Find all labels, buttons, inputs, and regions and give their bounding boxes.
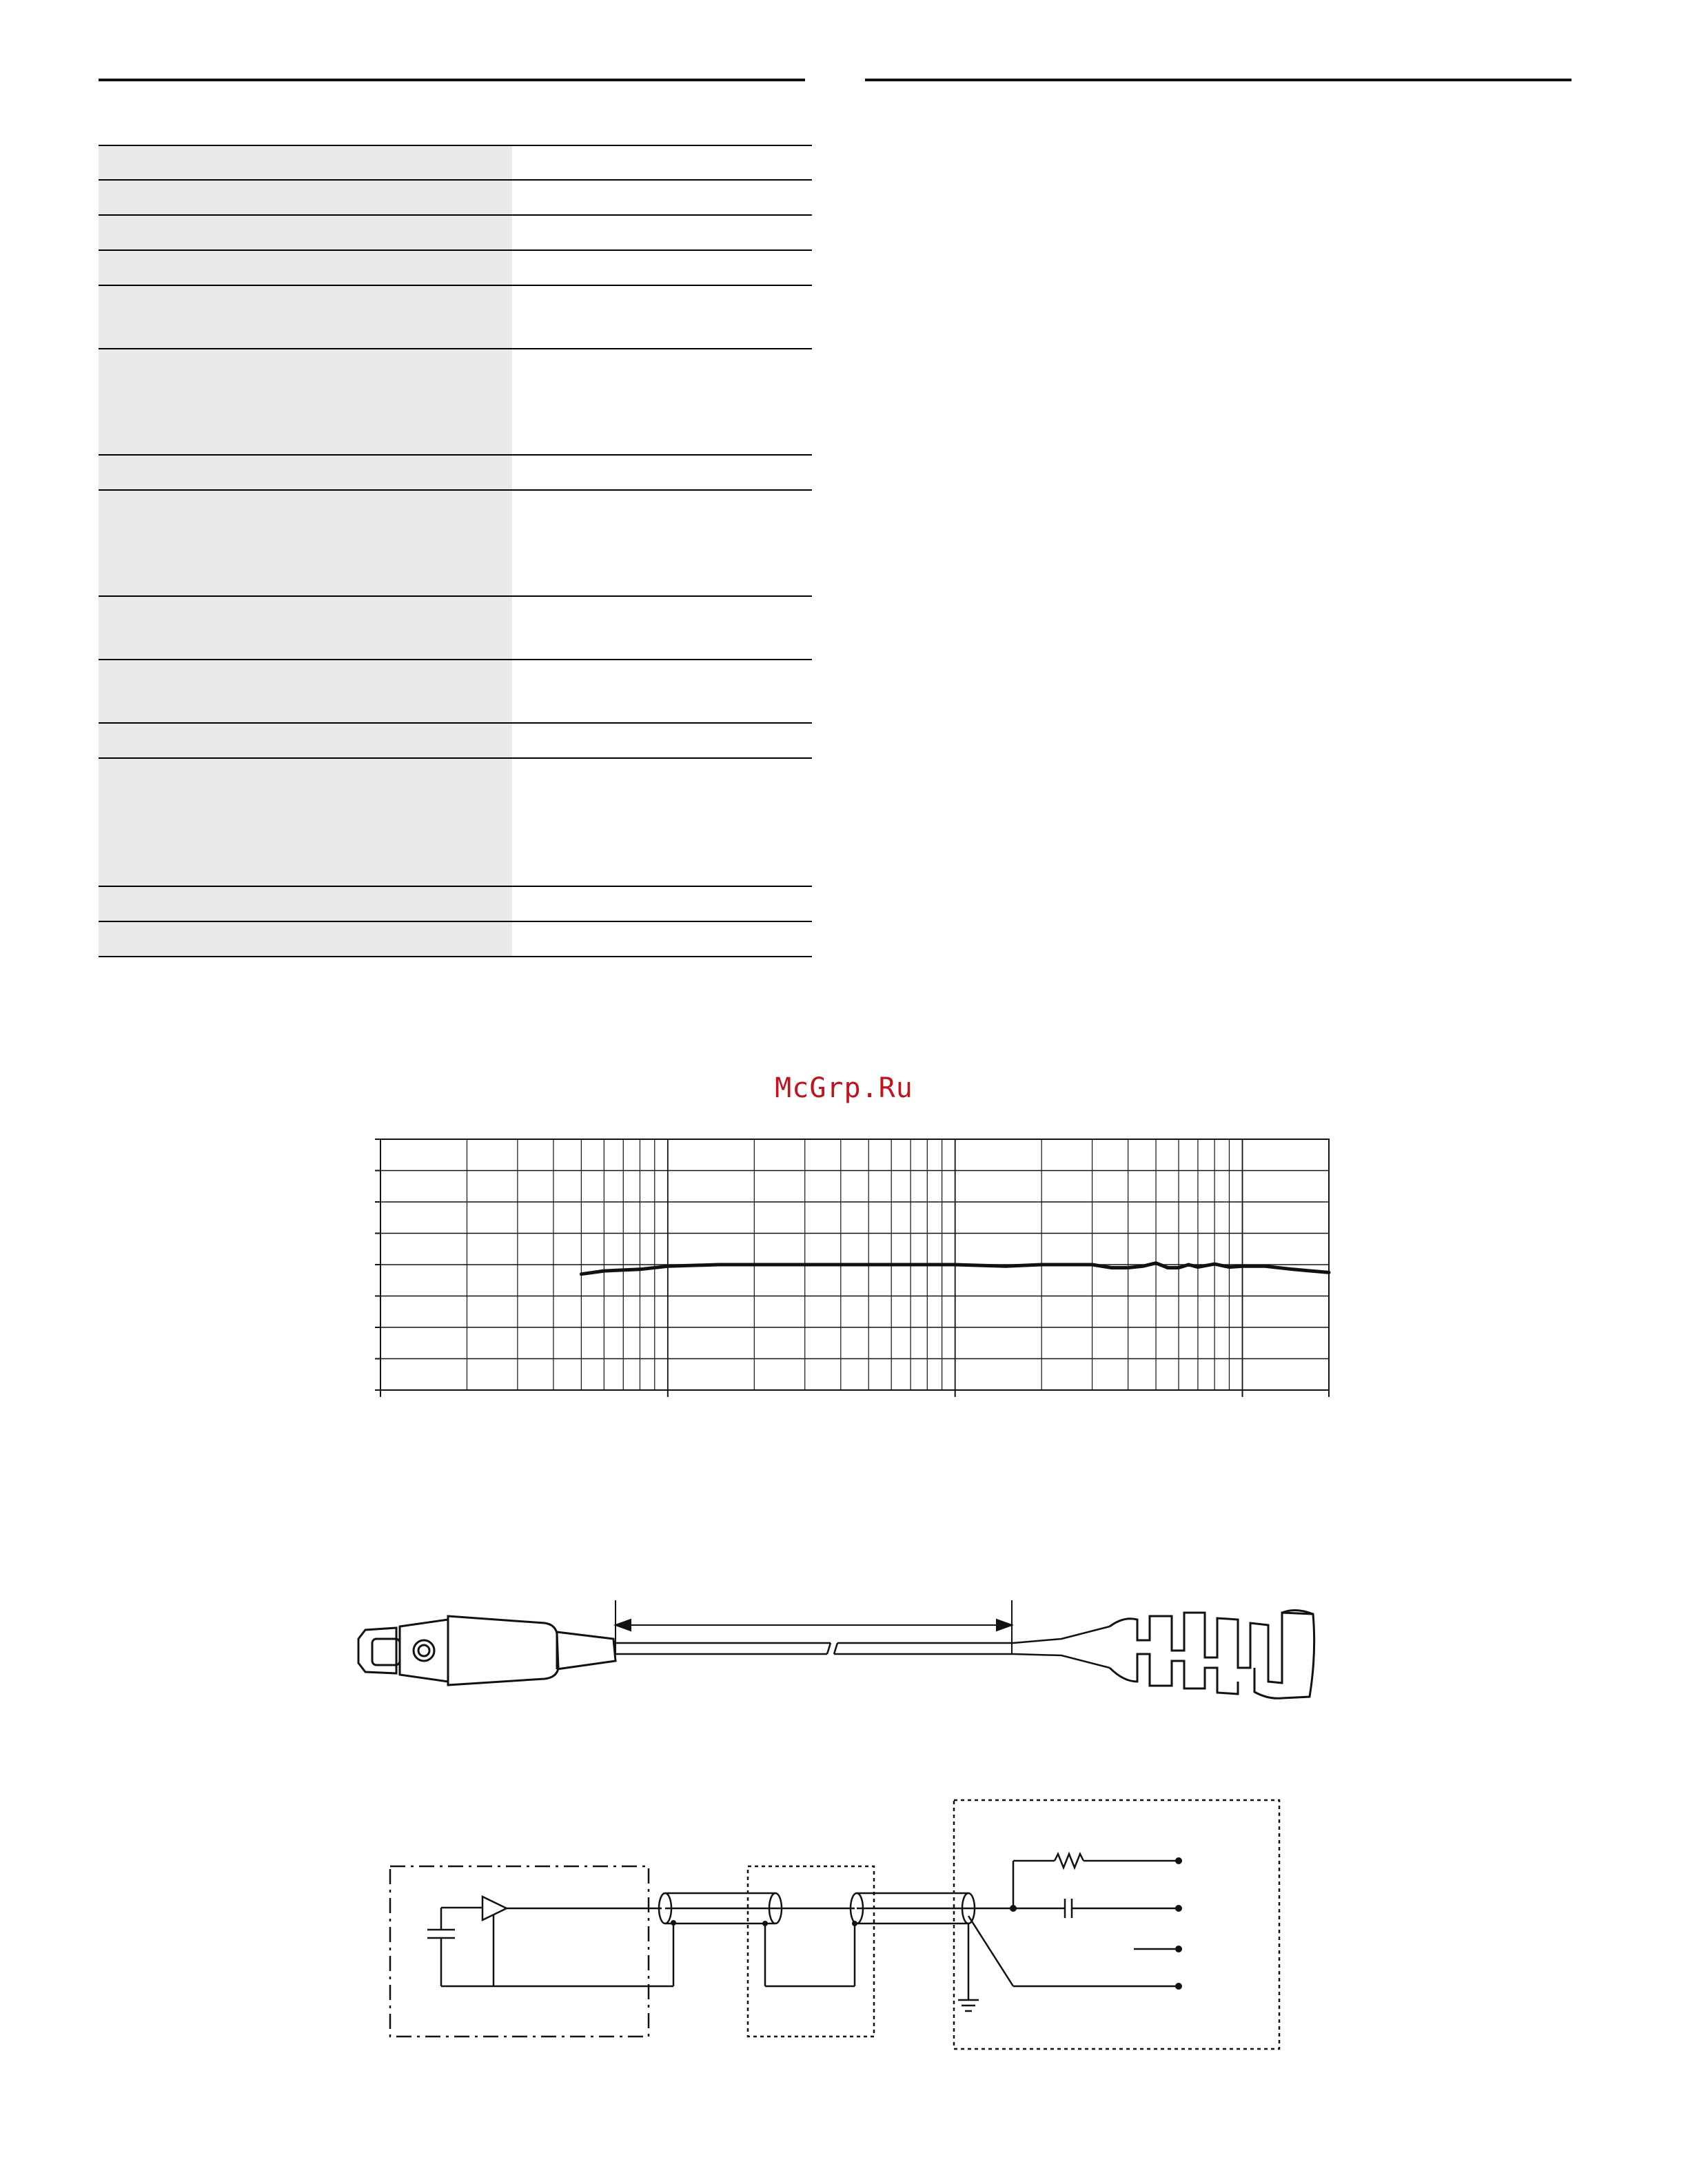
cable [616,1626,1110,1668]
spec-label [99,723,512,758]
spec-value [512,180,812,215]
spec-value [512,215,812,250]
spec-value [512,921,812,957]
frequency-response-chart [0,1130,1688,1406]
input-box [954,1800,1279,2049]
spec-label [99,180,512,215]
spec-row [99,349,812,455]
spec-label [99,596,512,660]
spec-row [99,145,812,180]
spec-value [512,596,812,660]
spec-row [99,758,812,886]
spec-row [99,886,812,921]
spec-label [99,660,512,723]
schematic-wiring [427,1854,1179,2011]
spec-value [512,455,812,490]
spec-value [512,349,812,455]
spec-label [99,886,512,921]
cable-drawing [0,1585,1688,1716]
spec-label [99,349,512,455]
spec-label [99,921,512,957]
spec-value [512,886,812,921]
spec-row [99,285,812,349]
spec-row [99,596,812,660]
spec-value [512,250,812,285]
microphone-capsule [1110,1610,1314,1698]
spec-row [99,921,812,957]
specifications-table [99,145,812,957]
watermark-text: McGrp.Ru [775,1072,913,1104]
cable-length-arrow [616,1600,1012,1654]
mini-xlr-connector [358,1616,616,1685]
spec-value [512,660,812,723]
spec-value [512,145,812,180]
spec-value [512,758,812,886]
right-section-rule [865,79,1572,81]
spec-label [99,490,512,596]
spec-value [512,285,812,349]
spec-row [99,455,812,490]
spec-label [99,215,512,250]
spec-value [512,723,812,758]
spec-label [99,455,512,490]
spec-row [99,215,812,250]
spec-row [99,490,812,596]
left-section-rule [99,79,805,81]
spec-label [99,145,512,180]
spec-label [99,250,512,285]
spec-row [99,723,812,758]
spec-value [512,490,812,596]
spec-label [99,758,512,886]
wiring-schematic [0,1792,1688,2054]
spec-row [99,180,812,215]
spec-row [99,660,812,723]
mic-housing-box [390,1866,649,2037]
spec-label [99,285,512,349]
spec-row [99,250,812,285]
